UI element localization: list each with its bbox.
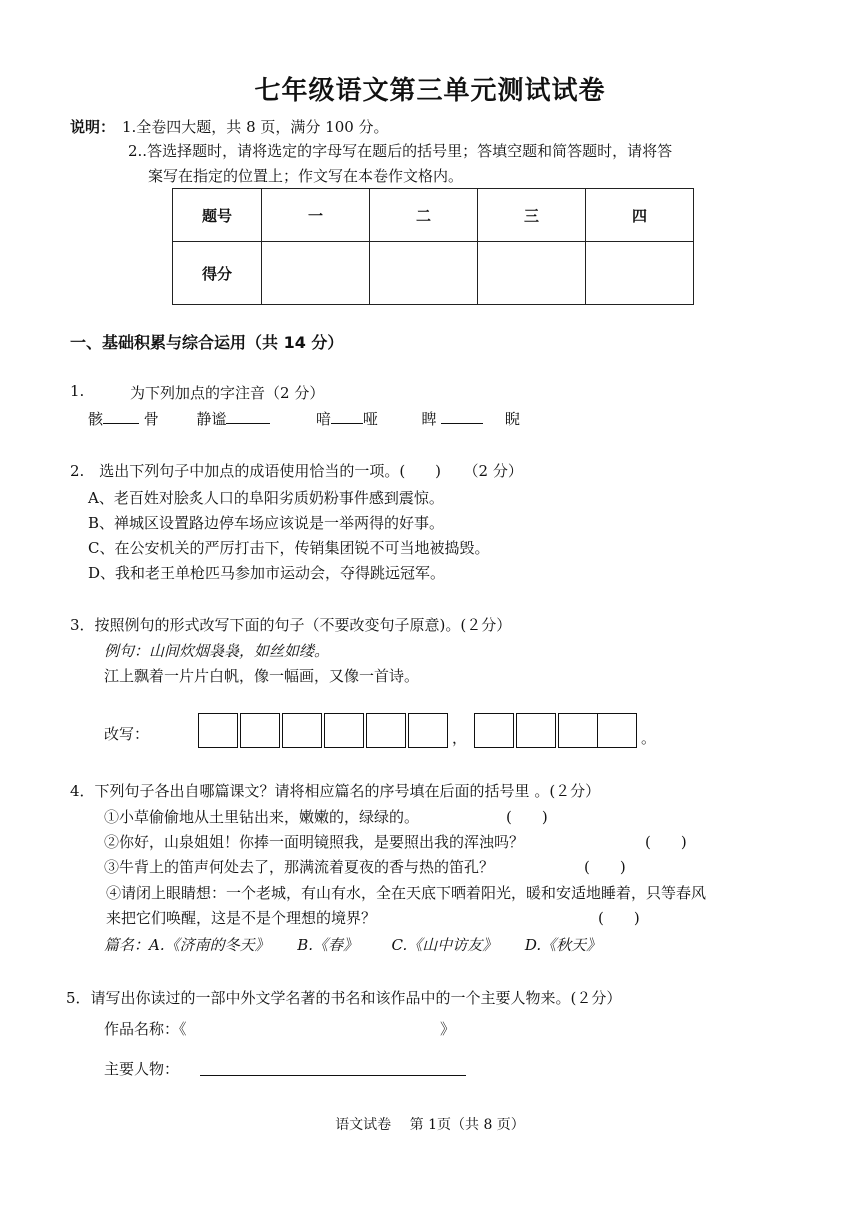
q1-word: 喑 bbox=[315, 410, 331, 428]
q5-character-label: 主要人物： bbox=[104, 1060, 180, 1078]
q2-option-a: A、老百姓对脍炙人口的阜阳劣质奶粉事件感到震惊。 bbox=[88, 489, 444, 507]
q2-option-b: B、禅城区设置路边停车场应该说是一举两得的好事。 bbox=[88, 514, 445, 532]
q4-titles-label: 篇名： bbox=[104, 936, 150, 954]
score-table-score-row bbox=[173, 242, 694, 305]
q4-item-4-line-1: ④请闭上眼睛想：一个老城，有山有水，全在天底下晒着阳光，暖和安适地睡着，只等春风 bbox=[106, 884, 707, 902]
score-table-cell: 二 bbox=[370, 189, 478, 242]
rewrite-char-box[interactable] bbox=[282, 713, 322, 748]
score-table-cell: 三 bbox=[478, 189, 586, 242]
score-input-cell[interactable] bbox=[478, 242, 586, 305]
instruction-item-2-line-1: 2..答选择题时，请将选定的字母写在题后的括号里；答填空题和简答题时，请将答 bbox=[128, 142, 673, 160]
score-table-header-row bbox=[173, 189, 694, 242]
q4-title-option: B.《春》 bbox=[297, 936, 358, 954]
score-table-cell: 一 bbox=[262, 189, 370, 242]
character-answer-line[interactable] bbox=[200, 1075, 466, 1076]
q4-title-option: D.《秋天》 bbox=[524, 936, 602, 954]
q1-word: 哑 bbox=[362, 410, 378, 428]
q4-stem: 4．下列句子各出自哪篇课文？请将相应篇名的序号填在后面的括号里 。(２分） bbox=[70, 782, 601, 800]
q1-word: 骨 bbox=[143, 410, 159, 428]
page-title: 七年级语文第三单元测试试卷 bbox=[254, 76, 606, 106]
q2-option-c: C、在公安机关的严厉打击下，传销集团锐不可当地被捣毁。 bbox=[88, 539, 490, 557]
rewrite-char-box[interactable] bbox=[324, 713, 364, 748]
rewrite-char-box[interactable] bbox=[597, 713, 637, 748]
q4-item-2: ②你好，山泉姐姐！你捧一面明镜照我，是要照出我的浑浊吗？ bbox=[104, 833, 525, 851]
score-input-cell[interactable] bbox=[370, 242, 478, 305]
rewrite-char-box[interactable] bbox=[558, 713, 598, 748]
q5-work-label: 作品名称：《 bbox=[104, 1020, 187, 1038]
instruction-item-2-line-2: 案写在指定的位置上；作文写在本卷作文格内。 bbox=[148, 167, 464, 185]
q1-word: 静谧 bbox=[196, 410, 227, 428]
q5-work-close: 》 bbox=[440, 1020, 456, 1038]
q3-comma: ， bbox=[452, 729, 468, 747]
q4-title-option: C.《山中访友》 bbox=[391, 936, 498, 954]
q4-answer-paren[interactable]: ( ) bbox=[645, 833, 687, 851]
q4-answer-paren[interactable]: ( ) bbox=[598, 909, 640, 927]
q4-answer-paren[interactable]: ( ) bbox=[506, 808, 548, 826]
q5-stem: 5．请写出你读过的一部中外文学名著的书名和该作品中的一个主要人物来。(２分） bbox=[66, 989, 622, 1007]
q3-period: 。 bbox=[641, 729, 657, 747]
score-input-cell[interactable] bbox=[262, 242, 370, 305]
q4-item-3: ③牛背上的笛声何处去了，那满流着夏夜的香与热的笛孔？ bbox=[104, 858, 495, 876]
rewrite-char-box[interactable] bbox=[198, 713, 238, 748]
q3-rewrite-label: 改写： bbox=[104, 725, 150, 743]
score-table-cell: 四 bbox=[586, 189, 694, 242]
answer-blank[interactable] bbox=[103, 409, 139, 424]
instructions-label: 说明： bbox=[70, 118, 116, 136]
instruction-item-1: 1.全卷四大题，共 8 页，满分 100 分。 bbox=[122, 118, 389, 136]
q4-titles bbox=[104, 934, 601, 955]
rewrite-char-box[interactable] bbox=[366, 713, 406, 748]
score-table-cell: 得分 bbox=[173, 242, 262, 305]
q2-option-d: D、我和老王单枪匹马参加市运动会，夺得跳远冠军。 bbox=[88, 564, 446, 582]
q3-example: 例句：山间炊烟袅袅，如丝如缕。 bbox=[104, 642, 330, 660]
q1-line bbox=[88, 408, 520, 429]
q1-number: 1. bbox=[70, 382, 85, 400]
q1-prompt: 为下列加点的字注音（2 分） bbox=[130, 384, 325, 402]
score-table-cell: 题号 bbox=[173, 189, 262, 242]
rewrite-char-box[interactable] bbox=[240, 713, 280, 748]
q1-word: 骸 bbox=[88, 410, 104, 428]
rewrite-char-box[interactable] bbox=[408, 713, 448, 748]
rewrite-char-box[interactable] bbox=[516, 713, 556, 748]
answer-blank[interactable] bbox=[331, 409, 363, 424]
q3-stem: 3．按照例句的形式改写下面的句子（不要改变句子原意)。(２分） bbox=[70, 616, 512, 634]
q4-item-4-line-2: 来把它们唤醒，这是不是个理想的境界？ bbox=[106, 909, 377, 927]
answer-blank[interactable] bbox=[441, 409, 483, 424]
score-table bbox=[172, 188, 694, 305]
q1-word: 睨 bbox=[504, 410, 520, 428]
q4-answer-paren[interactable]: ( ) bbox=[584, 858, 626, 876]
page-footer: 语文试卷 第 1页（共 8 页） bbox=[335, 1117, 525, 1133]
answer-blank[interactable] bbox=[226, 409, 270, 424]
work-title-field[interactable] bbox=[200, 1030, 438, 1031]
rewrite-char-box[interactable] bbox=[474, 713, 514, 748]
q1-word: 睥 bbox=[421, 410, 437, 428]
q4-item-1: ①小草偷偷地从土里钻出来，嫩嫩的，绿绿的。 bbox=[104, 808, 420, 826]
q3-sentence: 江上飘着一片片白帆，像一幅画，又像一首诗。 bbox=[104, 667, 420, 685]
q4-title-option: A.《济南的冬天》 bbox=[149, 936, 270, 954]
section-1-title: 一、基础积累与综合运用（共 14 分） bbox=[70, 333, 344, 352]
q2-stem: 2. 选出下列句子中加点的成语使用恰当的一项。( ) （2 分） bbox=[70, 462, 523, 480]
score-input-cell[interactable] bbox=[586, 242, 694, 305]
